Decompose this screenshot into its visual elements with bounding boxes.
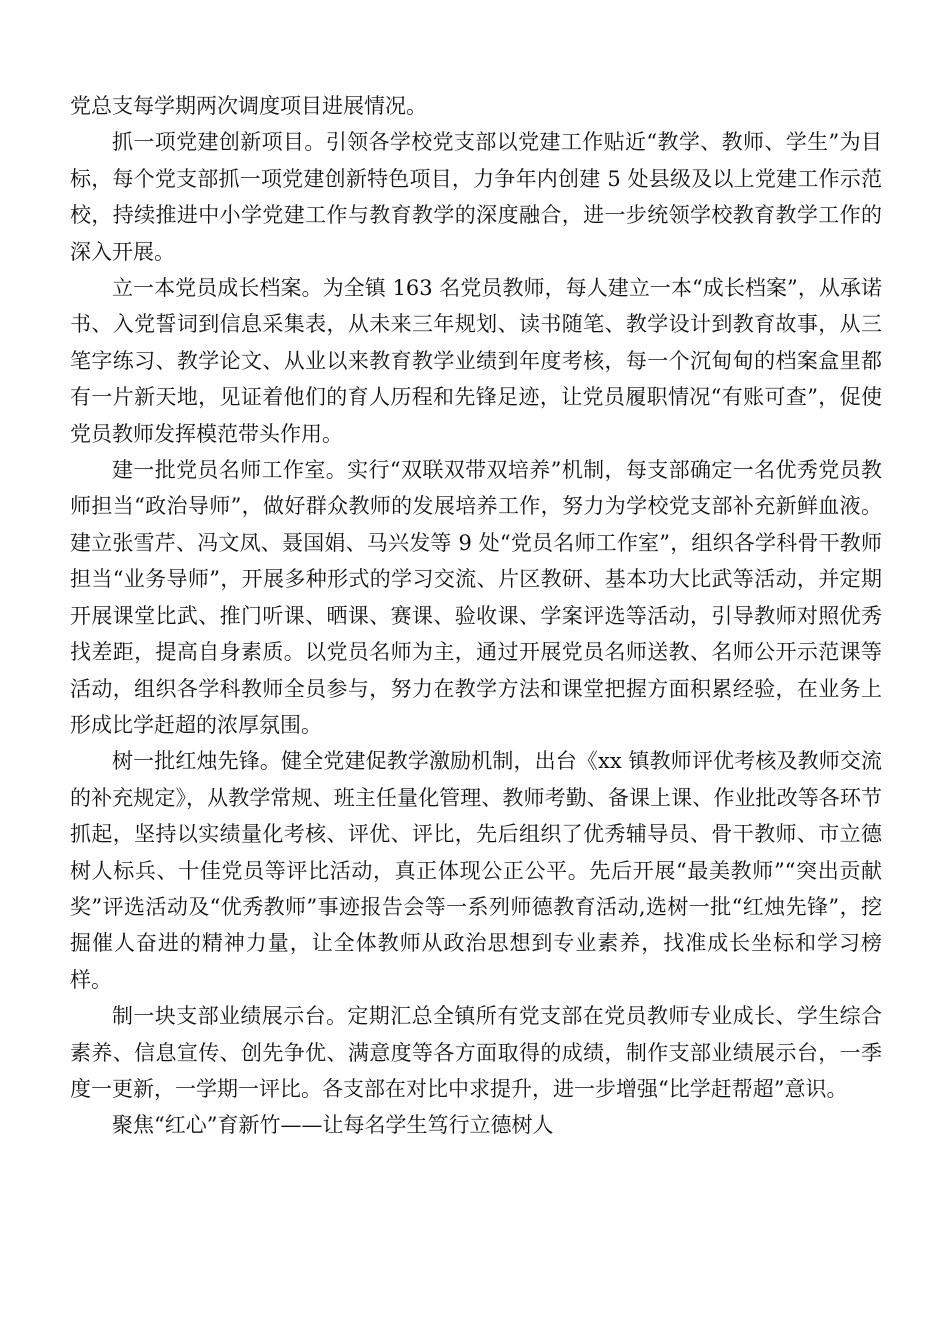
paragraph-growth-archive: 立一本党员成长档案。为全镇 163 名党员教师，每人建立一本“成长档案”，从承诺书、入党誓词到信息采集表，从未来三年规划、读书随笔、教学设计到教育故事，从三笔字练习、教学论文、从业以来教育教学业绩到年度考核，每一个沉甸甸的档案盒里都有一片新天地，见证着他们的育人历程和先锋足迹，让党员履职情况“有账可查”，促使党员教师发挥模范带头作用。: [70, 276, 882, 446]
paragraph-continued: 党总支每学期两次调度项目进展情况。: [70, 94, 427, 118]
section-heading: 聚焦“红心”育新竹——让每名学生笃行立德树人: [112, 1113, 554, 1138]
paragraph-candle-pioneers: 树一批红烛先锋。健全党建促教学激励机制，出台《xx 镇教师评优考核及教师交流的补充规定》，从教学常规、班主任量化管理、教师考勤、备课上课、作业批改等各环节抓起，坚持以实绩量化考核、评优、评比，先后组织了优秀辅导员、骨干教师、市立德树人标兵、十佳党员等评比活动，真正体现公正公平。先后开展“最美教师”“突出贡献奖”评选活动及“优秀教师”事迹报告会等一系列师德教育活动,选树一批“红烛先锋”，挖掘催人奋进的精神力量，让全体教师从政治思想到专业素养，找准成长坐标和学习榜样。: [70, 749, 882, 992]
paragraph-achievement-board: 制一块支部业绩展示台。定期汇总全镇所有党支部在党员教师专业成长、学生综合素养、信息宣传、创先争优、满意度等各方面取得的成绩，制作支部业绩展示台，一季度一更新，一学期一评比。各支部在对比中求提升，进一步增强“比学赶帮超”意识。: [70, 1004, 882, 1101]
document-page: [70, 88, 882, 1144]
paragraph-master-teacher-studio: 建一批党员名师工作室。实行“双联双带双培养”机制，每支部确定一名优秀党员教师担当“政治导师”，做好群众教师的发展培养工作，努力为学校党支部补充新鲜血液。建立张雪芹、冯文凤、聂国娟、马兴发等 9 处“党员名师工作室”，组织各学科骨干教师担当“业务导师”，开展多种形式的学习交流、片区教研、基本功大比武等活动，并定期开展课堂比武、推门听课、晒课、赛课、验收课、学案评选等活动，引导教师对照优秀找差距，提高自身素质。以党员名师为主，通过开展党员名师送教、名师公开示范课等活动，组织各学科教师全员参与，努力在教学方法和课堂把握方面积累经验，在业务上形成比学赶超的浓厚氛围。: [70, 458, 882, 737]
paragraph-innovation-project: 抓一项党建创新项目。引领各学校党支部以党建工作贴近“教学、教师、学生”为目标，每个党支部抓一项党建创新特色项目，力争年内创建 5 处县级及以上党建工作示范校，持续推进中小学党建工作与教育教学的深度融合，进一步统领学校教育教学工作的深入开展。: [70, 130, 882, 264]
